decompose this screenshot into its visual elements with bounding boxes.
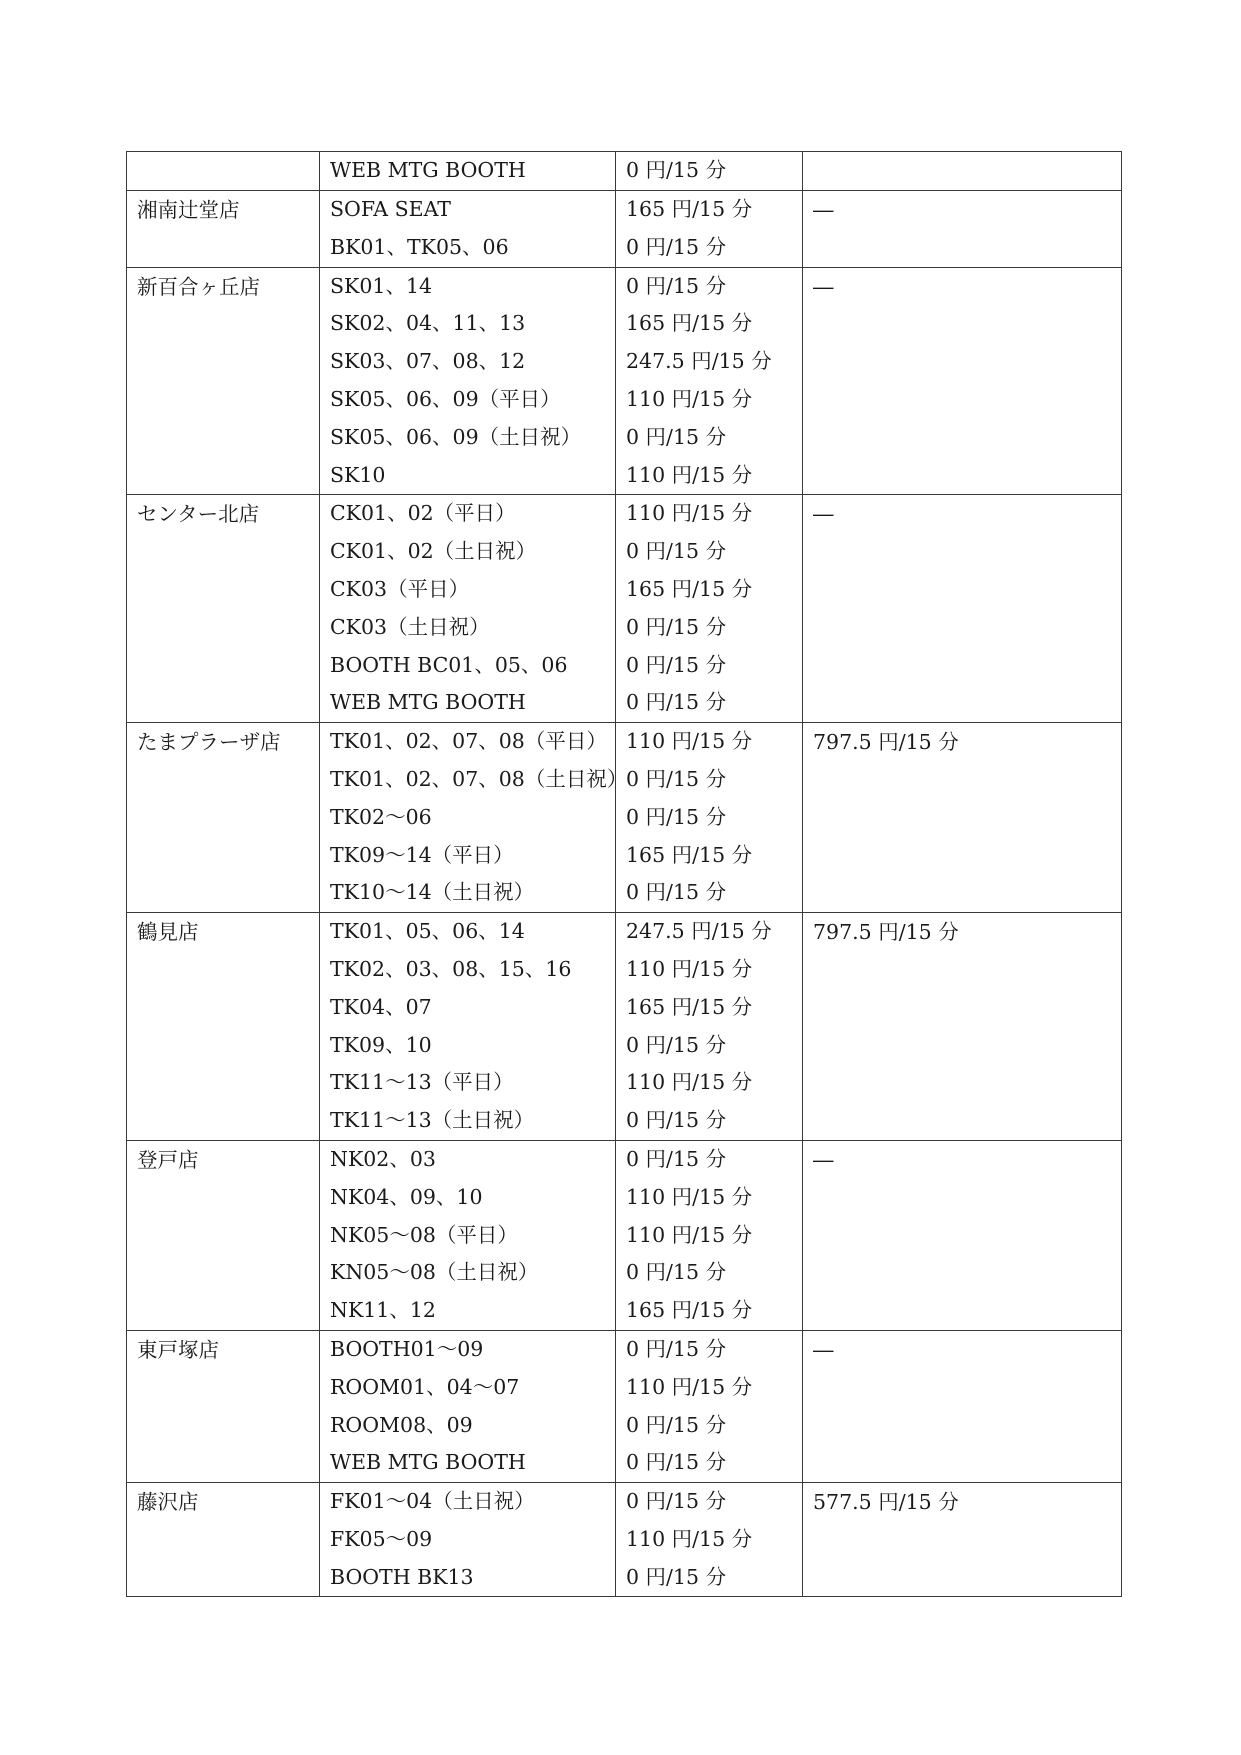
room-price: ― [813,502,834,527]
seat-price: 0 円/15 分 [626,1146,727,1171]
seat-price: 165 円/15 分 [626,994,753,1019]
seat-price: 0 円/15 分 [626,424,727,449]
seat-label: NK04、09、10 [330,1184,483,1209]
seat-label: BOOTH01～09 [330,1336,484,1361]
room-price-cell [803,723,1122,913]
store-name: 登戸店 [137,1147,199,1172]
seat-label: TK02～06 [330,804,432,829]
room-price: 797.5 円/15 分 [813,730,959,755]
store-name: たまプラーザ店 [137,730,281,755]
price-list-cell [616,913,803,1141]
seat-label: SK05、06、09（平日） [330,386,561,411]
seat-price: 165 円/15 分 [626,576,753,601]
room-price: ― [813,274,834,299]
seat-price: 0 円/15 分 [626,1108,727,1133]
seat-list-cell [320,913,616,1141]
seat-price: 165 円/15 分 [626,842,753,867]
seat-label: TK01、05、06、14 [330,919,525,944]
seat-label: ROOM01、04～07 [330,1374,520,1399]
seat-label: FK01～04（土日祝） [330,1489,535,1514]
seat-price: 0 円/15 分 [626,1032,727,1057]
seat-price: 0 円/15 分 [626,234,727,259]
room-price-cell [803,191,1122,268]
store-row [127,152,1122,191]
store-row [127,723,1122,913]
room-price-cell [803,1140,1122,1330]
store-name: 新百合ヶ丘店 [137,274,260,299]
seat-price: 110 円/15 分 [626,501,753,526]
seat-price: 0 円/15 分 [626,158,727,182]
room-price [813,155,1111,187]
store-row [127,191,1122,268]
room-price-cell [803,1483,1122,1597]
price-list-cell [616,267,803,495]
room-price-cell [803,267,1122,495]
seat-price: 110 円/15 分 [626,1222,753,1247]
price-list-cell [616,1140,803,1330]
seat-price: 0 円/15 分 [626,652,727,677]
store-name-cell [127,723,320,913]
store-row [127,267,1122,495]
seat-price: 110 円/15 分 [626,1184,753,1209]
store-name-cell [127,913,320,1141]
seat-label: KN05～08（土日祝） [330,1260,539,1285]
store-name-cell [127,191,320,268]
table-body [127,152,1122,1597]
seat-price: 0 円/15 分 [626,1564,727,1589]
seat-label: FK05～09 [330,1526,433,1551]
seat-price: 0 円/15 分 [626,614,727,639]
seat-price: 0 円/15 分 [626,539,727,564]
store-name [137,155,309,187]
store-name: センター北店 [137,502,260,527]
store-name: 鶴見店 [137,920,199,945]
seat-price: 110 円/15 分 [626,956,753,981]
room-price-cell [803,1330,1122,1482]
store-name: 東戸塚店 [137,1337,219,1362]
seat-label: WEB MTG BOOTH [330,1450,526,1475]
price-list-cell [616,723,803,913]
seat-label: TK01、02、07、08（土日祝） [330,766,628,791]
room-price-cell [803,495,1122,723]
seat-price: 0 円/15 分 [626,1412,727,1437]
seat-label: SK05、06、09（土日祝） [330,424,582,449]
seat-list-cell [320,191,616,268]
seat-label: NK05～08（平日） [330,1222,518,1247]
room-price: 797.5 円/15 分 [813,920,959,945]
store-row [127,1140,1122,1330]
price-list-cell [616,495,803,723]
price-list-cell [616,1330,803,1482]
price-list-cell [616,152,803,191]
seat-label: SK01、14 [330,273,433,298]
seat-label: CK01、02（土日祝） [330,539,537,564]
seat-label: BOOTH BC01、05、06 [330,652,568,677]
store-row [127,1483,1122,1597]
store-row [127,1330,1122,1482]
seat-list-cell [320,1140,616,1330]
seat-list-cell [320,1330,616,1482]
seat-price: 110 円/15 分 [626,1526,753,1551]
room-price: ― [813,198,834,222]
seat-label: CK03（土日祝） [330,614,490,639]
seat-price: 110 円/15 分 [626,386,753,411]
store-name-cell [127,1140,320,1330]
seat-price: 165 円/15 分 [626,197,753,221]
seat-label: TK10～14（土日祝） [330,880,535,905]
seat-price: 0 円/15 分 [626,804,727,829]
room-price: ― [813,1147,834,1172]
seat-price: 247.5 円/15 分 [626,919,772,944]
store-name-cell [127,495,320,723]
seat-label: CK03（平日） [330,576,470,601]
seat-price: 0 円/15 分 [626,273,727,298]
seat-price: 0 円/15 分 [626,1260,727,1285]
seat-label: TK02、03、08、15、16 [330,956,572,981]
seat-price: 0 円/15 分 [626,880,727,905]
seat-label: TK01、02、07、08（平日） [330,729,607,754]
seat-label: NK11、12 [330,1298,436,1323]
seat-label: CK01、02（平日） [330,501,516,526]
seat-list-cell [320,1483,616,1597]
seat-price: 110 円/15 分 [626,729,753,754]
seat-list-cell [320,267,616,495]
seat-label: NK02、03 [330,1146,436,1171]
room-price: 577.5 円/15 分 [813,1490,959,1515]
price-list-cell [616,191,803,268]
seat-price: 0 円/15 分 [626,1450,727,1475]
seat-label: TK11～13（平日） [330,1070,514,1095]
seat-price: 110 円/15 分 [626,1070,753,1095]
store-row [127,495,1122,723]
store-name-cell [127,152,320,191]
seat-label: TK09～14（平日） [330,842,514,867]
seat-price: 0 円/15 分 [626,1489,727,1514]
seat-price: 110 円/15 分 [626,1374,753,1399]
seat-price: 247.5 円/15 分 [626,349,772,374]
store-name-cell [127,1483,320,1597]
seat-price: 0 円/15 分 [626,1336,727,1361]
seat-label: TK04、07 [330,994,432,1019]
store-row [127,913,1122,1141]
seat-label: TK09、10 [330,1032,432,1057]
store-name-cell [127,1330,320,1482]
seat-label: SK10 [330,462,386,487]
seat-price: 0 円/15 分 [626,690,727,715]
seat-label: SK02、04、11、13 [330,311,526,336]
seat-price: 0 円/15 分 [626,766,727,791]
seat-label: SK03、07、08、12 [330,349,526,374]
seat-label: WEB MTG BOOTH [330,690,526,715]
seat-label: WEB MTG BOOTH [330,158,526,182]
seat-label: BK01、TK05、06 [330,234,509,259]
room-price-cell [803,913,1122,1141]
price-table [126,151,1122,1597]
seat-list-cell [320,152,616,191]
seat-label: SOFA SEAT [330,197,451,221]
room-price: ― [813,1337,834,1362]
seat-label: TK11～13（土日祝） [330,1108,535,1133]
seat-list-cell [320,495,616,723]
seat-price: 165 円/15 分 [626,1298,753,1323]
price-list-cell [616,1483,803,1597]
store-name-cell [127,267,320,495]
seat-price: 165 円/15 分 [626,311,753,336]
seat-label: ROOM08、09 [330,1412,473,1437]
room-price-cell [803,152,1122,191]
store-name: 藤沢店 [137,1490,199,1515]
seat-list-cell [320,723,628,913]
seat-label: BOOTH BK13 [330,1564,474,1589]
store-name: 湘南辻堂店 [137,198,240,222]
seat-price: 110 円/15 分 [626,462,753,487]
